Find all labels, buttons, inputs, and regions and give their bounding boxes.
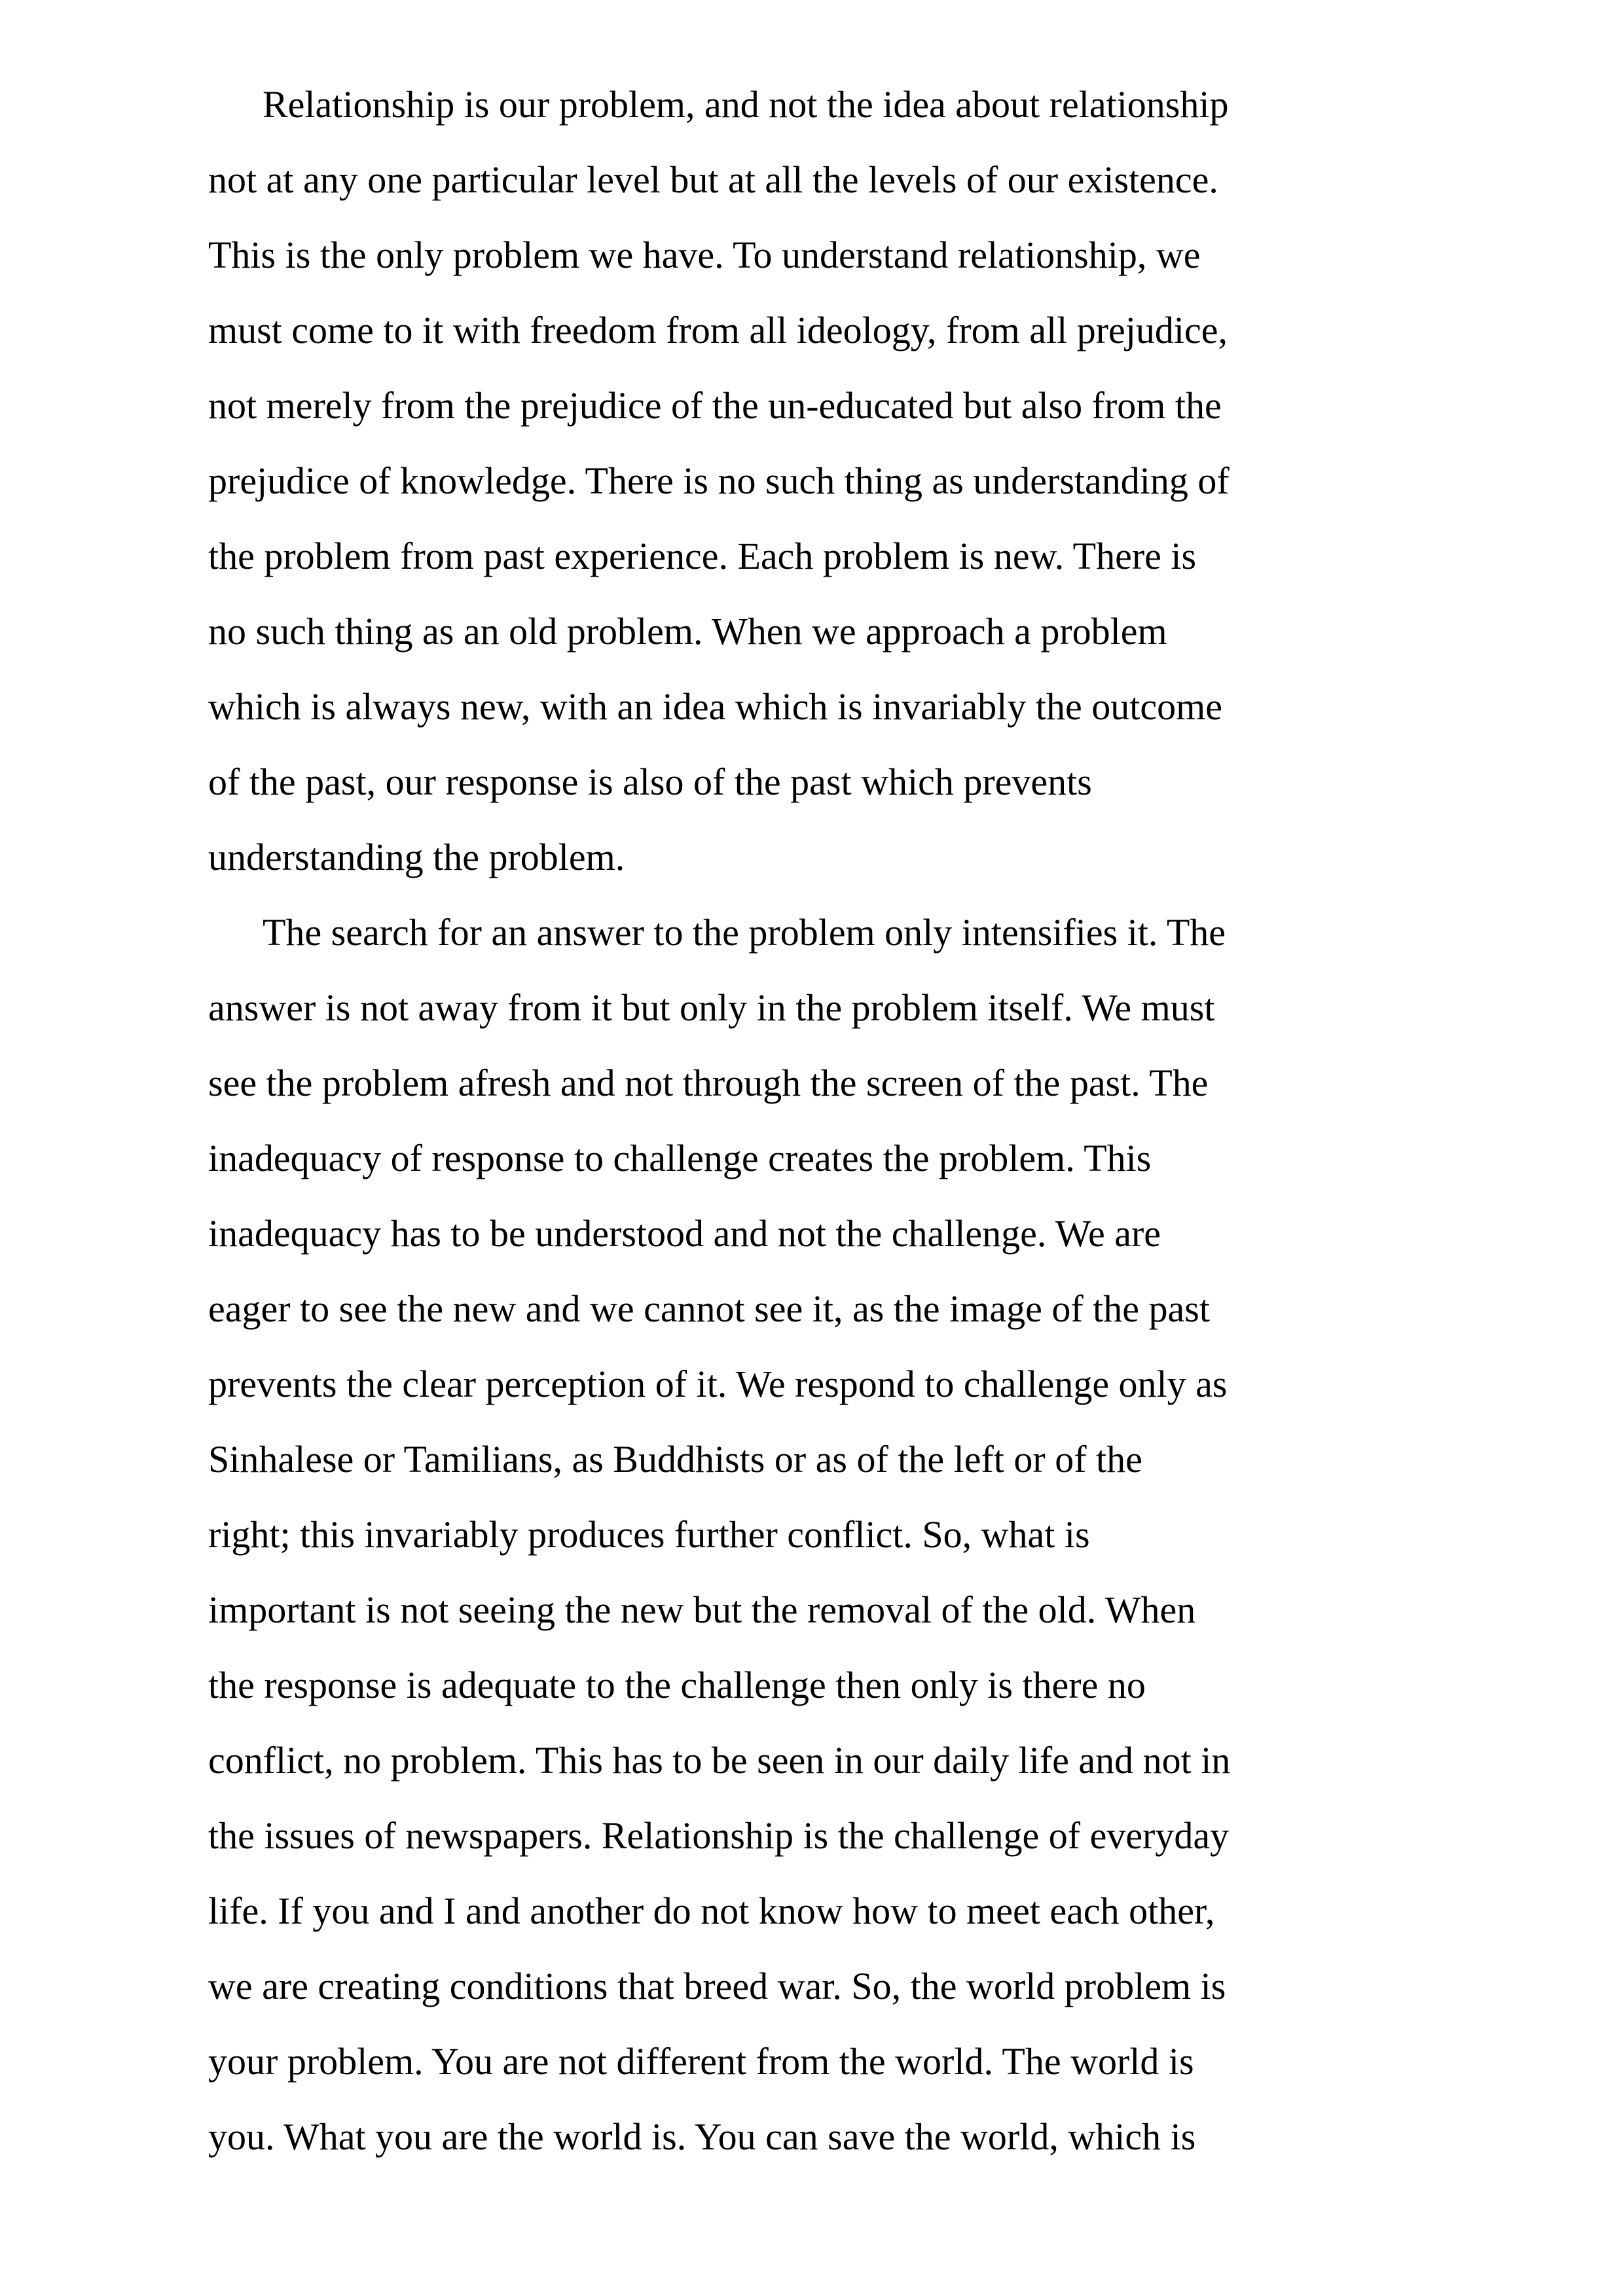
paragraph-2-line: inadequacy has to be understood and not the challenge. We are (208, 1212, 1161, 1255)
paragraph-2-line: answer is not away from it but only in the problem itself. We must (208, 986, 1215, 1029)
paragraph-2-line: Sinhalese or Tamilians, as Buddhists or as of the left or of the (208, 1438, 1142, 1480)
paragraph-2-line: the issues of newspapers. Relationship is the challenge of everyday (208, 1814, 1230, 1857)
paragraph-1-line: This is the only problem we have. To understand relationship, we (208, 234, 1201, 276)
paragraph-2-line: you. What you are the world is. You can save the world, which is (208, 2115, 1196, 2158)
paragraph-1-line: which is always new, with an idea which is invariably the outcome (208, 685, 1222, 728)
paragraph-1-line: Relationship is our problem, and not the idea about relationship (263, 83, 1229, 126)
paragraph-1-line: understanding the problem. (208, 836, 625, 878)
paragraph-2-line: prevents the clear perception of it. We respond to challenge only as (208, 1363, 1228, 1405)
paragraph-1-line: not at any one particular level but at all the levels of our existence. (208, 158, 1218, 201)
paragraph-2-line: life. If you and I and another do not know how to meet each other, (208, 1890, 1215, 1932)
paragraph-2-line: eager to see the new and we cannot see it, as the image of the past (208, 1287, 1210, 1330)
paragraph-1-line: of the past, our response is also of the past which prevents (208, 761, 1092, 803)
paragraph-2-line: see the problem afresh and not through the screen of the past. The (208, 1062, 1209, 1104)
paragraph-2-line: the response is adequate to the challenge then only is there no (208, 1664, 1146, 1706)
paragraph-2-line: we are creating conditions that breed war. So, the world problem is (208, 1965, 1226, 2007)
paragraph-1-line: the problem from past experience. Each problem is new. There is (208, 535, 1197, 577)
paragraph-2-line: The search for an answer to the problem only intensifies it. The (263, 911, 1226, 954)
paragraph-2-line: right; this invariably produces further conflict. So, what is (208, 1513, 1090, 1556)
paragraph-2-line: inadequacy of response to challenge creates the problem. This (208, 1137, 1152, 1179)
paragraph-2-line: conflict, no problem. This has to be seen in our daily life and not in (208, 1739, 1231, 1782)
paragraph-1-line: prejudice of knowledge. There is no such thing as understanding of (208, 459, 1230, 502)
paragraph-1-line: no such thing as an old problem. When we approach a problem (208, 610, 1167, 653)
body-text (208, 67, 1426, 2174)
paragraph-2-line: your problem. You are not different from the world. The world is (208, 2040, 1194, 2083)
paragraph-2-line: important is not seeing the new but the removal of the old. When (208, 1588, 1196, 1631)
paragraph-1-line: must come to it with freedom from all ideology, from all prejudice, (208, 309, 1228, 351)
paragraph-1-line: not merely from the prejudice of the un-educated but also from the (208, 384, 1222, 427)
